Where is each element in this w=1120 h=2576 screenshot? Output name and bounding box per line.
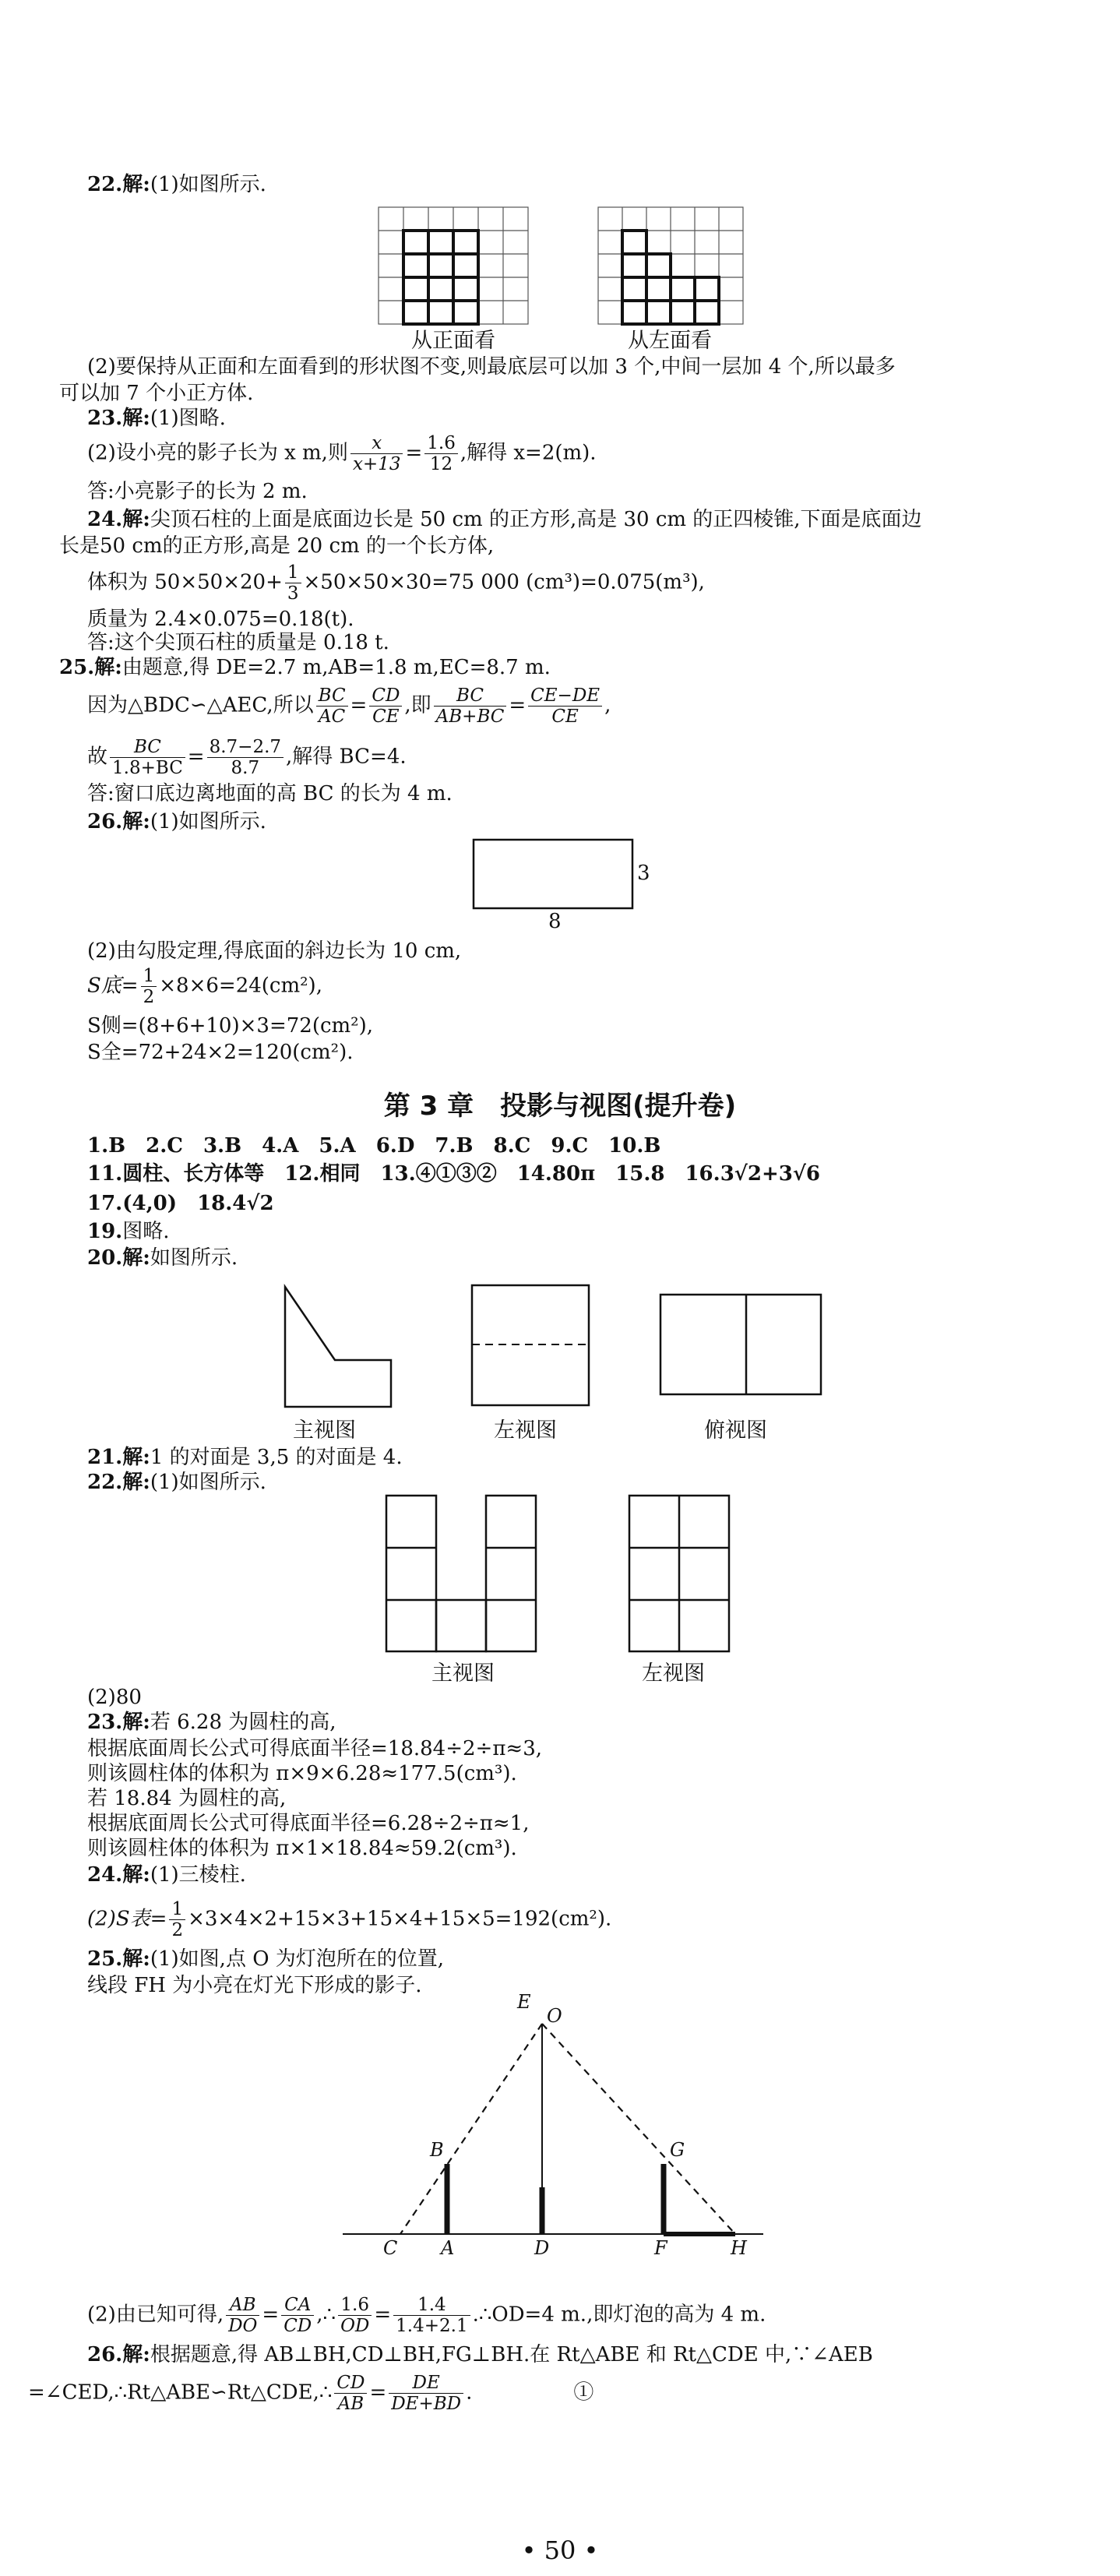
q26-dim-width: 8 bbox=[548, 910, 562, 933]
q24-line3: 体积为 50×50×20+ $\frac{1}{3}$ ×50×50×30=75 000 (cm³)=0.075(m³), bbox=[87, 562, 705, 604]
q24-line4: 质量为 2.4×0.075=0.18(t). bbox=[87, 608, 354, 631]
q20-top-view-rect bbox=[660, 1295, 821, 1394]
fraction: $\frac{CD}{AB}$ bbox=[334, 2373, 367, 2414]
q26-dim-height: 3 bbox=[637, 862, 650, 885]
q22-caption-main: 主视图 bbox=[431, 1662, 495, 1686]
fraction: $\frac{BC}{AB+BC}$ bbox=[434, 685, 507, 727]
q22-front-caption: 从正面看 bbox=[411, 329, 495, 353]
label-C: C bbox=[383, 2237, 398, 2259]
q24-ch3-line1: 24.解:(1)三棱柱. bbox=[87, 1863, 246, 1887]
fraction: $\frac{8.7-2.7}{8.7}$ bbox=[207, 737, 284, 778]
q25-ray-right bbox=[542, 2024, 735, 2234]
fraction: $\frac{CA}{CD}$ bbox=[281, 2295, 314, 2336]
q24-ch3-line2: (2)S表= $\frac{1}{2}$ ×3×4×2+15×3+15×4+15×5=192(cm²). bbox=[87, 1899, 612, 1940]
q22b-left-view bbox=[629, 1496, 729, 1651]
q22-ch3-line: 22.解:(1)如图所示. bbox=[87, 1471, 266, 1494]
q23b-line: (2)设小亮的影子长为 x m,则 $\frac{x}{x+13}$ = $\frac{1.6}{12}$ ,解得 x=2(m). bbox=[87, 433, 597, 474]
q26-ch3-line2: =∠CED,∴Rt△ABE∽Rt△CDE,∴ $\frac{CD}{AB}$ = $\frac{DE}{DE+BD}$ . ① bbox=[28, 2373, 594, 2414]
fraction: $\frac{1}{2}$ bbox=[141, 966, 157, 1007]
q23-number: 23.解: bbox=[87, 407, 150, 430]
label-E: E bbox=[517, 1991, 531, 2013]
q22b-main-view bbox=[386, 1496, 536, 1651]
answers-row1: 1.B 2.C 3.B 4.A 5.A 6.D 7.B 8.C 9.C 10.B bbox=[87, 1134, 661, 1158]
fraction: $\frac{CE-DE}{CE}$ bbox=[528, 685, 602, 727]
q20-main-view-shape bbox=[285, 1287, 391, 1407]
q26d-line: S侧=(8+6+10)×3=72(cm²), bbox=[87, 1014, 374, 1038]
fraction: $\frac{1.4}{1.4+2.1}$ bbox=[393, 2295, 470, 2336]
label-G: G bbox=[670, 2139, 685, 2161]
q22b-line1: (2)要保持从正面和左面看到的形状图不变,则最底层可以加 3 个,中间一层加 4 个,所以最多 bbox=[87, 355, 896, 379]
label-A: A bbox=[441, 2237, 455, 2259]
answers-row3: 17.(4,0) 18.4√2 bbox=[87, 1192, 274, 1215]
q20-caption-left: 左视图 bbox=[494, 1418, 557, 1443]
q25-light-figure bbox=[343, 2024, 763, 2234]
chapter-title: 第 3 章 投影与视图(提升卷) bbox=[383, 1091, 737, 1122]
q26-rectangle bbox=[474, 840, 632, 908]
q20-caption-top: 俯视图 bbox=[704, 1418, 767, 1443]
q22-front-view-shape bbox=[403, 231, 478, 324]
q23c-line: 答:小亮影子的长为 2 m. bbox=[87, 480, 308, 503]
q24-number: 24.解: bbox=[87, 508, 150, 531]
q22-caption-left: 左视图 bbox=[642, 1662, 705, 1686]
q21-line: 21.解:1 的对面是 3,5 的对面是 4. bbox=[87, 1446, 403, 1469]
label-D: D bbox=[534, 2237, 550, 2259]
q20-caption-main: 主视图 bbox=[293, 1418, 356, 1443]
fraction: $\frac{BC}{1.8+BC}$ bbox=[110, 737, 185, 778]
q22-text: (1)如图所示. bbox=[150, 173, 266, 196]
q25-ch3-line2: 线段 FH 为小亮在灯光下形成的影子. bbox=[87, 1974, 422, 1997]
q26e-line: S全=72+24×2=120(cm²). bbox=[87, 1041, 354, 1064]
fraction: $\frac{AB}{DO}$ bbox=[226, 2295, 259, 2336]
q23-ch3-line5: 根据底面周长公式可得底面半径=6.28÷2÷π≈1, bbox=[87, 1812, 530, 1835]
fraction: $\frac{1.6}{OD}$ bbox=[338, 2295, 372, 2336]
q23-line bbox=[87, 407, 226, 430]
q25-number: 25.解: bbox=[59, 656, 122, 679]
q22-number: 22.解: bbox=[87, 173, 150, 196]
q23-ch3-line2: 根据底面周长公式可得底面半径=18.84÷2÷π≈3, bbox=[87, 1737, 543, 1760]
q25-ch3-line1: 25.解:(1)如图,点 O 为灯泡所在的位置, bbox=[87, 1947, 445, 1971]
q25-line1: 25.解:由题意,得 DE=2.7 m,AB=1.8 m,EC=8.7 m. bbox=[59, 656, 551, 679]
q23-text: (1)图略. bbox=[150, 407, 226, 430]
q25-line3: 故 $\frac{BC}{1.8+BC}$ = $\frac{8.7-2.7}{8.7}$ ,解得 BC=4. bbox=[87, 737, 407, 778]
fraction: $\frac{1.6}{12}$ bbox=[424, 433, 458, 474]
q26-line: 26.解:(1)如图所示. bbox=[87, 810, 266, 833]
label-F: F bbox=[654, 2237, 667, 2259]
q23-ch3-line3: 则该圆柱体的体积为 π×9×6.28≈177.5(cm³). bbox=[87, 1762, 517, 1785]
q25-line2: 因为△BDC∽△AEC,所以 $\frac{BC}{AC}$ = $\frac{CD}{CE}$ ,即 $\frac{BC}{AB+BC}$ = $\frac{CE-DE}{CE}$ , bbox=[87, 685, 611, 727]
page-number: • 50 • bbox=[521, 2535, 599, 2565]
q23-ch3-line1: 23.解:若 6.28 为圆柱的高, bbox=[87, 1711, 336, 1734]
label-O: O bbox=[547, 2005, 562, 2027]
q26c-line: S底= $\frac{1}{2}$ ×8×6=24(cm²), bbox=[87, 966, 322, 1007]
q25-ray-left bbox=[400, 2024, 542, 2234]
q24-line2: 长是50 cm的正方形,高是 20 cm 的一个长方体, bbox=[59, 534, 495, 558]
q24-line1: 24.解:尖顶石柱的上面是底面边长是 50 cm 的正方形,高是 30 cm 的正四棱锥,下面是底面边 bbox=[87, 508, 922, 531]
q26b-line: (2)由勾股定理,得底面的斜边长为 10 cm, bbox=[87, 939, 462, 963]
q20-line: 20.解:如图所示. bbox=[87, 1246, 238, 1270]
q26-number: 26.解: bbox=[87, 810, 150, 833]
q22b-line2: 可以加 7 个小正方体. bbox=[59, 382, 254, 405]
q23-ch3-line6: 则该圆柱体的体积为 π×1×18.84≈59.2(cm³). bbox=[87, 1837, 517, 1860]
fraction: $\frac{CD}{CE}$ bbox=[369, 685, 402, 727]
q19-line: 19.图略. bbox=[87, 1220, 170, 1243]
q22b-ch3-line: (2)80 bbox=[87, 1686, 142, 1709]
q24-line5: 答:这个尖顶石柱的质量是 0.18 t. bbox=[87, 631, 389, 654]
answers-row2: 11.圆柱、长方体等 12.相同 13.④①③② 14.80π 15.8 16.3√2+3√6 bbox=[87, 1162, 821, 1186]
q26-ch3-line1: 26.解:根据题意,得 AB⊥BH,CD⊥BH,FG⊥BH.在 Rt△ABE 和 Rt△CDE 中,∵∠AEB bbox=[87, 2343, 873, 2366]
q23-ch3-line4: 若 18.84 为圆柱的高, bbox=[87, 1787, 287, 1810]
label-B: B bbox=[430, 2139, 444, 2161]
q25b-ch3-line: (2)由已知可得, $\frac{AB}{DO}$ = $\frac{CA}{CD}$ ,∴ $\frac{1.6}{OD}$ = $\frac{1.4}{1.4+2.1}$ .∴OD=4 m.,即灯泡的高为 4 m. bbox=[87, 2295, 766, 2336]
fraction: $\frac{1}{2}$ bbox=[169, 1899, 185, 1940]
fraction: $\frac{DE}{DE+BD}$ bbox=[389, 2373, 463, 2414]
q22-left-caption: 从左面看 bbox=[628, 329, 712, 353]
q25-line4: 答:窗口底边离地面的高 BC 的长为 4 m. bbox=[87, 782, 453, 805]
fraction: $\frac{x}{x+13}$ bbox=[350, 433, 403, 474]
fraction: $\frac{BC}{AC}$ bbox=[316, 685, 348, 727]
label-H: H bbox=[731, 2237, 747, 2259]
fraction: $\frac{1}{3}$ bbox=[285, 562, 301, 604]
